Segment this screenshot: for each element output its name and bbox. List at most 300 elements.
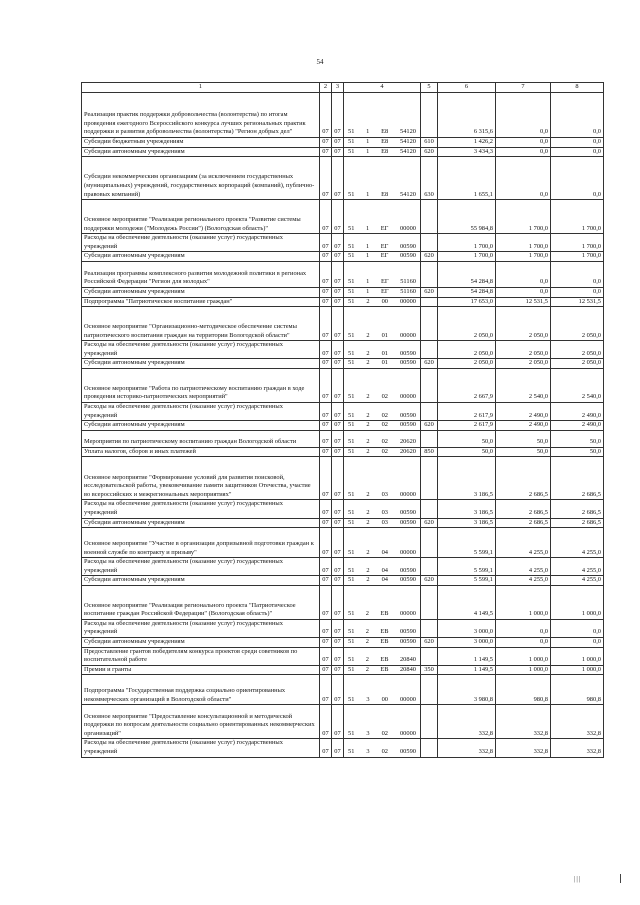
subsection-code: 07 — [332, 457, 344, 500]
section-code: 07 — [320, 200, 332, 234]
amount-col8: 2 490,0 — [551, 421, 604, 431]
target-article-code — [344, 518, 421, 528]
amount-col8: 2 050,0 — [551, 307, 604, 341]
header-cell: 3 — [332, 83, 344, 93]
amount-col8: 2 686,5 — [551, 518, 604, 528]
table-row — [82, 665, 604, 675]
table-row — [82, 138, 604, 148]
subsection-code: 07 — [332, 665, 344, 675]
subsection-code: 07 — [332, 518, 344, 528]
expense-type-code: 620 — [421, 287, 438, 297]
code-subprogram: 1 — [365, 224, 370, 232]
target-article-code — [344, 576, 421, 586]
expense-type-code — [421, 500, 438, 518]
code-event: ЕВ — [380, 610, 389, 618]
code-program: 51 — [348, 447, 355, 455]
amount-col8: 2 540,0 — [551, 368, 604, 402]
table-row — [82, 261, 604, 287]
code-subprogram: 3 — [366, 729, 370, 737]
amount-col7: 1 700,0 — [496, 252, 551, 262]
amount-col6: 3 000,0 — [438, 638, 496, 648]
amount-col7: 1 000,0 — [496, 647, 551, 665]
code-event: E8 — [381, 147, 389, 155]
row-name: Субсидии бюджетным учреждениям — [82, 138, 320, 148]
table-row — [82, 421, 604, 431]
amount-col6: 332,8 — [438, 739, 496, 757]
table-row — [82, 647, 604, 665]
amount-col8: 0,0 — [551, 619, 604, 637]
row-name: Подпрограмма "Государственная поддержка социально ориентированных некоммерческих организаций в Вологодской области" — [82, 675, 320, 705]
code-subprogram: 2 — [366, 576, 370, 584]
amount-col7: 0,0 — [496, 287, 551, 297]
code-event: ЕВ — [380, 628, 389, 636]
row-name: Подпрограмма "Патриотическое воспитание граждан" — [82, 297, 320, 307]
target-article-code — [344, 619, 421, 637]
code-event: 01 — [381, 331, 388, 339]
amount-col8: 0,0 — [551, 287, 604, 297]
code-event: 01 — [381, 349, 388, 357]
amount-col7: 2 686,5 — [496, 457, 551, 500]
code-subprogram: 2 — [366, 297, 370, 305]
amount-col7: 332,8 — [496, 705, 551, 739]
code-subprogram: 3 — [366, 695, 370, 703]
subsection-code: 07 — [332, 447, 344, 457]
subsection-code: 07 — [332, 368, 344, 402]
table-row — [82, 500, 604, 518]
row-name: Реализация практик поддержки добровольчества (волонтерства) по итогам проведения ежегодного Всероссийского конкурса лучших региональных практик поддержки и развития добровольчества (волонтерства) "Регион добрых дел" — [82, 93, 320, 138]
target-article-code — [344, 261, 421, 287]
target-article-code — [344, 430, 421, 447]
section-code: 07 — [320, 705, 332, 739]
amount-col8: 0,0 — [551, 638, 604, 648]
amount-col6: 3 434,3 — [438, 147, 496, 157]
code-event: 04 — [381, 566, 388, 574]
table-row — [82, 638, 604, 648]
code-direction: 51160 — [400, 287, 416, 295]
code-event: E8 — [381, 190, 389, 198]
section-code: 07 — [320, 665, 332, 675]
table-row — [82, 341, 604, 359]
code-program: 51 — [348, 548, 355, 556]
amount-col6: 2 050,0 — [438, 341, 496, 359]
amount-col6: 2 617,9 — [438, 402, 496, 420]
subsection-code: 07 — [332, 585, 344, 619]
code-direction: 00000 — [399, 297, 416, 305]
amount-col8: 2 490,0 — [551, 402, 604, 420]
target-article-code — [344, 421, 421, 431]
code-subprogram: 2 — [365, 610, 369, 618]
code-subprogram: 2 — [365, 628, 369, 636]
expense-type-code: 610 — [421, 138, 438, 148]
amount-col7: 2 050,0 — [496, 307, 551, 341]
table-row — [82, 558, 604, 576]
amount-col6: 3 186,5 — [438, 500, 496, 518]
amount-col7: 980,8 — [496, 675, 551, 705]
section-code: 07 — [320, 619, 332, 637]
expense-type-code — [421, 558, 438, 576]
amount-col8: 50,0 — [551, 430, 604, 447]
code-subprogram: 2 — [366, 566, 370, 574]
subsection-code: 07 — [332, 558, 344, 576]
amount-col6: 4 149,5 — [438, 585, 496, 619]
code-direction: 00590 — [399, 566, 416, 574]
subsection-code: 07 — [332, 739, 344, 757]
row-name: Основное мероприятие "Предоставление консультационной и методической поддержки по вопросам деятельности социально ориентированных некоммерческих организаций" — [82, 705, 320, 739]
code-event: 00 — [381, 695, 388, 703]
table-row — [82, 252, 604, 262]
code-direction: 20840 — [399, 656, 416, 664]
amount-col7: 4 255,0 — [496, 558, 551, 576]
subsection-code: 07 — [332, 638, 344, 648]
amount-col8: 2 050,0 — [551, 341, 604, 359]
header-cell: 7 — [496, 83, 551, 93]
row-name: Основное мероприятие "Реализация регионального проекта "Развитие системы поддержки молодежи ("Молодежь России") (Вологодская область)" — [82, 200, 320, 234]
code-direction: 00590 — [399, 411, 416, 419]
header-cell: 6 — [438, 83, 496, 93]
expense-type-code — [421, 307, 438, 341]
target-article-code — [344, 638, 421, 648]
code-event: 01 — [381, 359, 388, 367]
code-event: 04 — [381, 548, 388, 556]
code-subprogram: 2 — [365, 665, 369, 673]
code-direction: 00590 — [399, 349, 416, 357]
footer-tick — [620, 874, 621, 883]
subsection-code: 07 — [332, 576, 344, 586]
amount-col8: 4 255,0 — [551, 528, 604, 558]
row-name: Расходы на обеспечение деятельности (оказание услуг) государственных учреждений — [82, 341, 320, 359]
target-article-code — [344, 307, 421, 341]
code-subprogram: 1 — [366, 147, 370, 155]
target-article-code — [344, 368, 421, 402]
target-article-code — [344, 200, 421, 234]
code-direction: 00590 — [399, 252, 416, 260]
code-program: 51 — [348, 729, 355, 737]
amount-col6: 1 149,5 — [438, 665, 496, 675]
target-article-code — [344, 252, 421, 262]
code-direction: 20840 — [399, 665, 416, 673]
amount-col6: 1 149,5 — [438, 647, 496, 665]
row-name: Расходы на обеспечение деятельности (оказание услуг) государственных учреждений — [82, 739, 320, 757]
section-code: 07 — [320, 234, 332, 252]
header-cell: 4 — [344, 83, 421, 93]
code-program: 51 — [348, 518, 355, 526]
code-program: 51 — [348, 695, 355, 703]
code-event: 03 — [381, 508, 388, 516]
section-code: 07 — [320, 368, 332, 402]
row-name: Основное мероприятие "Работа по патриотическому воспитанию граждан в ходе проведения историко-патриотических мероприятий" — [82, 368, 320, 402]
target-article-code — [344, 341, 421, 359]
table-row — [82, 576, 604, 586]
amount-col7: 0,0 — [496, 638, 551, 648]
amount-col8: 1 700,0 — [551, 200, 604, 234]
code-direction: 00000 — [399, 610, 416, 618]
subsection-code: 07 — [332, 287, 344, 297]
code-subprogram: 2 — [366, 411, 370, 419]
code-program: 51 — [348, 359, 355, 367]
code-direction: 00590 — [399, 359, 416, 367]
amount-col8: 0,0 — [551, 93, 604, 138]
table-row — [82, 200, 604, 234]
code-direction: 00590 — [399, 576, 416, 584]
row-name: Мероприятия по патриотическому воспитанию граждан Вологодской области — [82, 430, 320, 447]
section-code: 07 — [320, 528, 332, 558]
code-event: ЕВ — [380, 665, 389, 673]
amount-col8: 2 050,0 — [551, 359, 604, 369]
code-direction: 00590 — [399, 242, 416, 250]
subsection-code: 07 — [332, 528, 344, 558]
subsection-code: 07 — [332, 297, 344, 307]
amount-col6: 55 984,8 — [438, 200, 496, 234]
row-name: Субсидии автономным учреждениям — [82, 147, 320, 157]
expense-type-code: 350 — [421, 665, 438, 675]
expense-type-code — [421, 585, 438, 619]
code-event: 02 — [381, 447, 388, 455]
expense-type-code: 850 — [421, 447, 438, 457]
expense-type-code: 620 — [421, 359, 438, 369]
code-direction: 00590 — [399, 638, 416, 646]
subsection-code: 07 — [332, 234, 344, 252]
row-name: Расходы на обеспечение деятельности (оказание услуг) государственных учреждений — [82, 619, 320, 637]
amount-col6: 2 050,0 — [438, 307, 496, 341]
subsection-code: 07 — [332, 341, 344, 359]
target-article-code — [344, 528, 421, 558]
table-row — [82, 619, 604, 637]
subsection-code: 07 — [332, 252, 344, 262]
code-program: 51 — [348, 748, 355, 756]
table-row — [82, 234, 604, 252]
amount-col7: 50,0 — [496, 430, 551, 447]
subsection-code: 07 — [332, 93, 344, 138]
amount-col7: 332,8 — [496, 739, 551, 757]
section-code: 07 — [320, 576, 332, 586]
header-cell: 8 — [551, 83, 604, 93]
amount-col7: 2 050,0 — [496, 341, 551, 359]
code-event: E8 — [381, 138, 389, 145]
section-code: 07 — [320, 341, 332, 359]
table-row — [82, 739, 604, 757]
code-subprogram: 1 — [365, 242, 370, 250]
amount-col6: 3 000,0 — [438, 619, 496, 637]
header-cell: 1 — [82, 83, 320, 93]
amount-col8: 0,0 — [551, 147, 604, 157]
amount-col7: 4 255,0 — [496, 576, 551, 586]
subsection-code: 07 — [332, 261, 344, 287]
code-direction: 00590 — [399, 748, 416, 756]
page-number: 54 — [316, 58, 324, 66]
amount-col6: 54 284,8 — [438, 287, 496, 297]
row-name: Субсидии автономным учреждениям — [82, 518, 320, 528]
section-code: 07 — [320, 518, 332, 528]
code-event: 02 — [381, 729, 388, 737]
expense-type-code — [421, 261, 438, 287]
amount-col7: 12 531,5 — [496, 297, 551, 307]
row-name: Уплата налогов, сборов и иных платежей — [82, 447, 320, 457]
amount-col8: 980,8 — [551, 675, 604, 705]
code-program: 51 — [348, 287, 355, 295]
amount-col6: 1 426,2 — [438, 138, 496, 148]
code-direction: 00590 — [399, 518, 416, 526]
row-name: Реализация программы комплексного развития молодежной политики в регионах Российской Федерации "Регион для молодых" — [82, 261, 320, 287]
code-direction: 54120 — [400, 190, 416, 198]
code-program: 51 — [348, 610, 355, 618]
amount-col7: 0,0 — [496, 157, 551, 200]
row-name: Субсидии автономным учреждениям — [82, 576, 320, 586]
amount-col8: 1 700,0 — [551, 252, 604, 262]
code-event: ЕВ — [380, 638, 389, 646]
row-name: Предоставление грантов победителям конкурса проектов среди советников по воспитательной работе — [82, 647, 320, 665]
code-direction: 20620 — [399, 438, 416, 446]
code-event: 02 — [381, 421, 388, 429]
expense-type-code — [421, 739, 438, 757]
code-event: ЕВ — [380, 656, 389, 664]
amount-col6: 50,0 — [438, 430, 496, 447]
table-row — [82, 93, 604, 138]
section-code: 07 — [320, 157, 332, 200]
section-code: 07 — [320, 307, 332, 341]
amount-col6: 5 599,1 — [438, 528, 496, 558]
amount-col8: 12 531,5 — [551, 297, 604, 307]
code-subprogram: 2 — [366, 490, 370, 498]
amount-col8: 332,8 — [551, 739, 604, 757]
section-code: 07 — [320, 739, 332, 757]
amount-col8: 2 686,5 — [551, 500, 604, 518]
section-code: 07 — [320, 558, 332, 576]
row-name: Субсидии автономным учреждениям — [82, 359, 320, 369]
table-row — [82, 675, 604, 705]
subsection-code: 07 — [332, 307, 344, 341]
section-code: 07 — [320, 430, 332, 447]
amount-col8: 4 255,0 — [551, 576, 604, 586]
code-subprogram: 2 — [366, 548, 370, 556]
target-article-code — [344, 138, 421, 148]
subsection-code: 07 — [332, 402, 344, 420]
amount-col6: 2 617,9 — [438, 421, 496, 431]
budget-table — [81, 82, 604, 758]
target-article-code — [344, 93, 421, 138]
subsection-code: 07 — [332, 705, 344, 739]
expense-type-code — [421, 619, 438, 637]
row-name: Основное мероприятие "Формирование условий для развития поисковой, исследовательской работы, увековечивание памяти защитников Отечества, участие во всероссийских и межрегиональных мероприятиях" — [82, 457, 320, 500]
code-subprogram: 1 — [366, 138, 370, 145]
expense-type-code — [421, 402, 438, 420]
target-article-code — [344, 447, 421, 457]
table-row — [82, 287, 604, 297]
amount-col8: 4 255,0 — [551, 558, 604, 576]
code-program: 51 — [348, 665, 355, 673]
target-article-code — [344, 402, 421, 420]
section-code: 07 — [320, 447, 332, 457]
code-program: 51 — [348, 242, 355, 250]
amount-col7: 0,0 — [496, 261, 551, 287]
table-row — [82, 705, 604, 739]
row-name: Субсидии некоммерческим организациям (за исключением государственных (муниципальных) учреждений, государственных корпораций (компаний), публично-правовых компаний) — [82, 157, 320, 200]
header-cell: 5 — [421, 83, 438, 93]
code-program: 51 — [348, 656, 355, 664]
amount-col7: 1 000,0 — [496, 665, 551, 675]
subsection-code: 07 — [332, 147, 344, 157]
target-article-code — [344, 647, 421, 665]
amount-col6: 1 700,0 — [438, 234, 496, 252]
code-program: 51 — [348, 576, 355, 584]
code-subprogram: 2 — [366, 447, 370, 455]
code-event: E8 — [381, 128, 389, 136]
row-name: Расходы на обеспечение деятельности (оказание услуг) государственных учреждений — [82, 234, 320, 252]
code-subprogram: 2 — [366, 438, 370, 446]
code-event: 04 — [381, 576, 388, 584]
code-event: 03 — [381, 490, 388, 498]
code-direction: 20620 — [399, 447, 416, 455]
code-event: 02 — [381, 393, 388, 401]
table-row — [82, 368, 604, 402]
target-article-code — [344, 157, 421, 200]
amount-col7: 2 540,0 — [496, 368, 551, 402]
target-article-code — [344, 457, 421, 500]
subsection-code: 07 — [332, 430, 344, 447]
amount-col6: 17 653,0 — [438, 297, 496, 307]
code-direction: 00590 — [399, 508, 416, 516]
amount-col6: 1 655,1 — [438, 157, 496, 200]
row-name: Основное мероприятие "Реализация регионального проекта "Патриотическое воспитание граждан Российской Федерации" (Вологодская область)" — [82, 585, 320, 619]
amount-col7: 50,0 — [496, 447, 551, 457]
target-article-code — [344, 705, 421, 739]
expense-type-code — [421, 647, 438, 665]
target-article-code — [344, 665, 421, 675]
code-subprogram: 2 — [366, 421, 370, 429]
code-program: 51 — [348, 297, 355, 305]
code-program: 51 — [348, 411, 355, 419]
code-event: ЕГ — [380, 242, 389, 250]
amount-col6: 5 599,1 — [438, 576, 496, 586]
expense-type-code — [421, 528, 438, 558]
code-subprogram: 2 — [365, 638, 369, 646]
target-article-code — [344, 234, 421, 252]
table-row — [82, 447, 604, 457]
expense-type-code: 620 — [421, 518, 438, 528]
header-row — [82, 83, 604, 93]
target-article-code — [344, 739, 421, 757]
code-subprogram: 2 — [366, 393, 370, 401]
amount-col6: 2 667,9 — [438, 368, 496, 402]
code-subprogram: 1 — [365, 252, 370, 260]
table-row — [82, 359, 604, 369]
code-direction: 51160 — [400, 278, 416, 286]
code-event: ЕГ — [380, 287, 389, 295]
subsection-code: 07 — [332, 200, 344, 234]
code-direction: 00000 — [399, 695, 416, 703]
code-event: ЕГ — [380, 252, 389, 260]
code-event: 02 — [381, 438, 388, 446]
amount-col7: 4 255,0 — [496, 528, 551, 558]
target-article-code — [344, 675, 421, 705]
amount-col6: 3 980,8 — [438, 675, 496, 705]
amount-col6: 6 315,6 — [438, 93, 496, 138]
section-code: 07 — [320, 457, 332, 500]
target-article-code — [344, 287, 421, 297]
code-event: 00 — [381, 297, 388, 305]
code-subprogram: 1 — [366, 278, 370, 286]
row-name: Субсидии автономным учреждениям — [82, 421, 320, 431]
code-subprogram: 2 — [366, 518, 370, 526]
code-event: ЕГ — [380, 278, 389, 286]
amount-col6: 54 284,8 — [438, 261, 496, 287]
code-subprogram: 2 — [366, 508, 370, 516]
code-program: 51 — [348, 421, 355, 429]
amount-col7: 2 490,0 — [496, 402, 551, 420]
section-code: 07 — [320, 138, 332, 148]
code-program: 51 — [348, 628, 355, 636]
amount-col8: 2 686,5 — [551, 457, 604, 500]
section-code: 07 — [320, 147, 332, 157]
